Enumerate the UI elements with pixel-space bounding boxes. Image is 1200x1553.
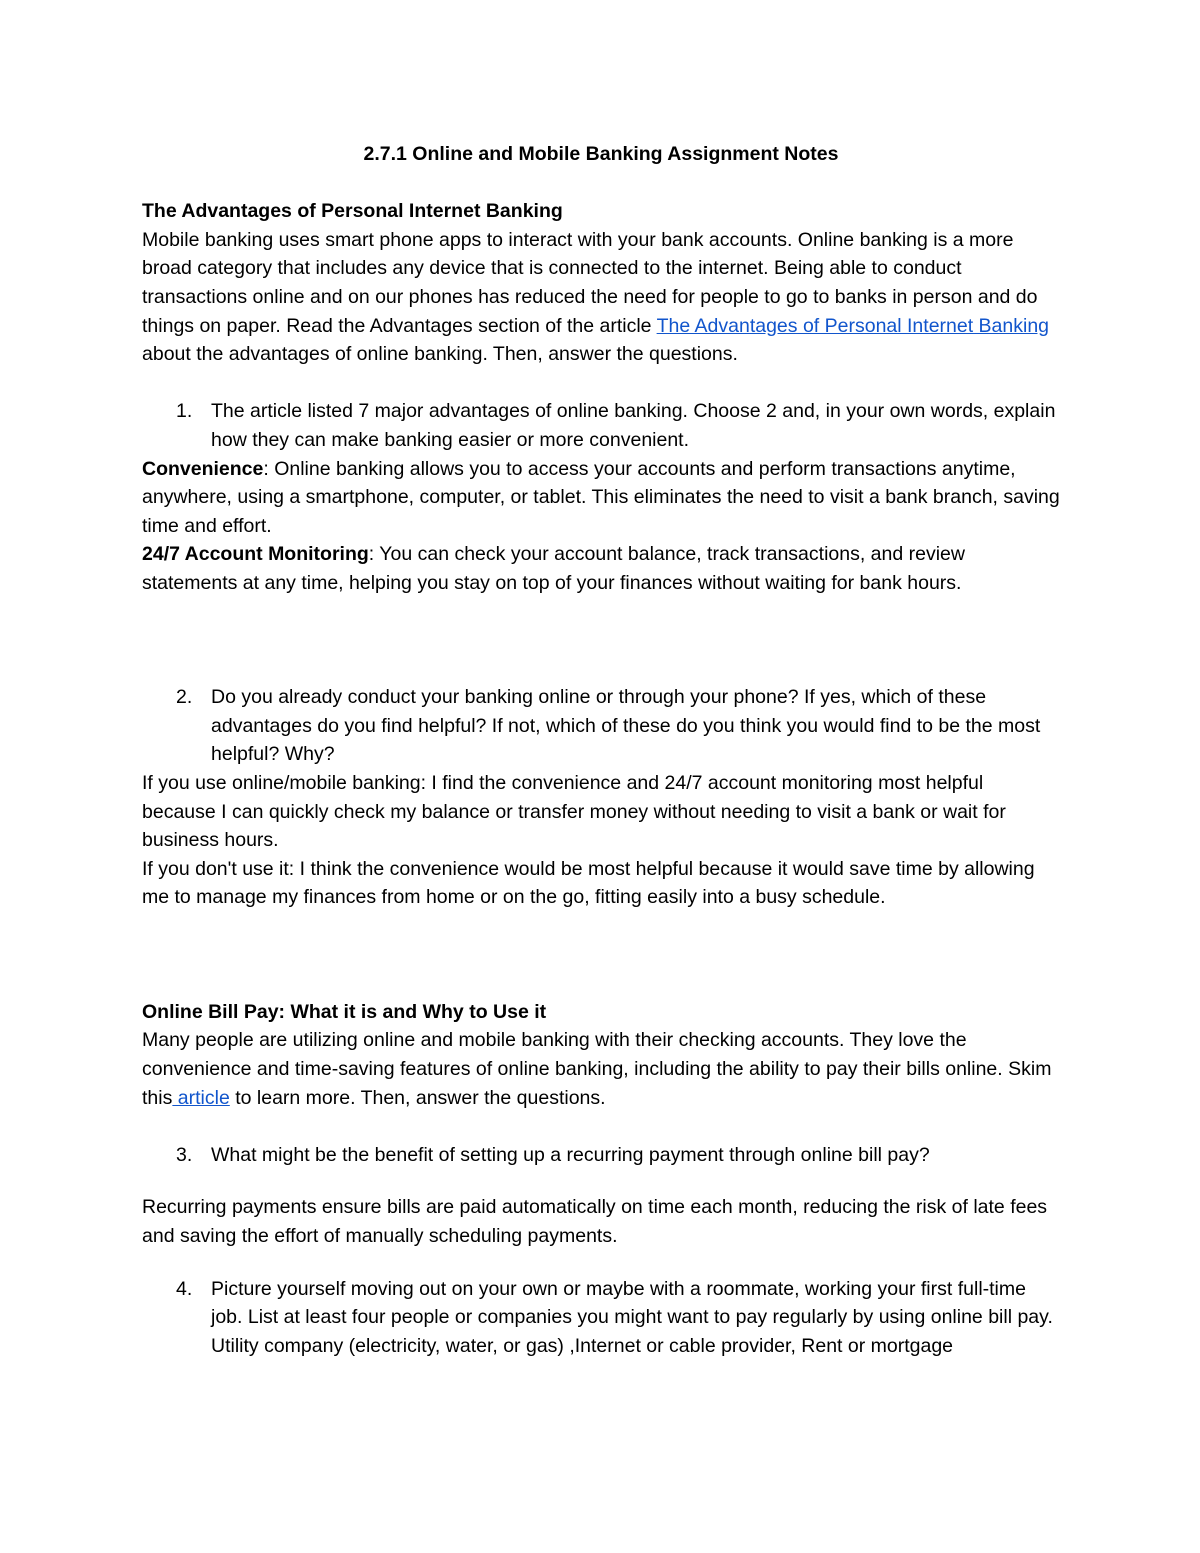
- article-link-advantages[interactable]: The Advantages of Personal Internet Banking: [656, 314, 1050, 337]
- question-number: 4.: [176, 1277, 193, 1300]
- spacer: [142, 369, 1060, 398]
- answer-text: : You can check your account balance, track transactions, and review statements at any time, helping you stay on top of your finances without waiting for bank hours.: [142, 543, 965, 594]
- spacer: [142, 655, 1060, 684]
- spacer: [142, 1251, 1060, 1275]
- question-text: Picture yourself moving out on your own or maybe with a roommate, working your first full-time job. List at least four people or companies you might want to pay regularly by using online bill pay.: [211, 1277, 1053, 1329]
- answer-3: Recurring payments ensure bills are paid automatically on time each month, reducing the risk of late fees and saving the effort of manually scheduling payments.: [142, 1196, 1048, 1247]
- intro-text: Mobile banking uses smart phone apps to interact with your bank accounts. Online banking is a more broad category that includes any device that is connected to the internet. Being able to conduct transactions online and on our phones has reduced the need for people to go to banks in person and do things on paper. Read the Advantages section of the article: [142, 228, 1038, 337]
- question-text: Do you already conduct your banking online or through your phone? If yes, which of these advantages do you find helpful? If not, which of these do you think you would find to be the most helpful? Why?: [211, 686, 1041, 766]
- question-text: What might be the benefit of setting up a recurring payment through online bill pay?: [211, 1143, 930, 1166]
- answer-text: : Online banking allows you to access your accounts and perform transactions anytime, anywhere, using a smartphone, computer, or tablet. This eliminates the need to visit a bank branch, saving time and effort.: [142, 457, 1060, 537]
- spacer: [142, 598, 1060, 627]
- answer-1-monitoring: [142, 540, 1060, 597]
- section-heading-advantages: The Advantages of Personal Internet Banking: [142, 200, 563, 223]
- spacer: [142, 626, 1060, 655]
- intro-text-continued: about the advantages of online banking. Then, answer the questions.: [142, 343, 738, 366]
- question-number: 3.: [176, 1143, 193, 1166]
- document-title: 2.7.1 Online and Mobile Banking Assignment Notes: [363, 143, 839, 165]
- answer-1-convenience: [142, 455, 1060, 541]
- section-heading-bill-pay: Online Bill Pay: What it is and Why to Use it: [142, 1000, 547, 1023]
- answer-2-no: If you don't use it: I think the convenience would be most helpful because it would save time by allowing me to manage my finances from home or on the go, fitting easily into a busy schedule.: [142, 857, 1035, 909]
- spacer: [142, 1169, 1060, 1193]
- article-link-bill-pay[interactable]: article: [172, 1086, 230, 1109]
- question-2: [142, 683, 1060, 769]
- spacer: [142, 969, 1060, 998]
- answer-label: Convenience: [142, 457, 264, 480]
- question-text: The article listed 7 major advantages of online banking. Choose 2 and, in your own words, explain how they can make banking easier or more convenient.: [211, 400, 1056, 451]
- intro-text: Many people are utilizing online and mobile banking with their checking accounts. They love the convenience and time-saving features of online banking, including the ability to pay their bills online. Skim this: [142, 1029, 1052, 1109]
- intro-text-continued: to learn more. Then, answer the questions.: [229, 1086, 606, 1109]
- spacer: [142, 912, 1060, 941]
- question-4: [142, 1275, 1060, 1361]
- section-intro-bill-pay: [142, 1026, 1060, 1112]
- spacer: [142, 941, 1060, 970]
- section-intro-advantages: [142, 226, 1060, 369]
- question-number: 2.: [176, 686, 193, 709]
- question-1: [142, 397, 1060, 454]
- spacer: [142, 1112, 1060, 1141]
- document-page: [142, 140, 1060, 1360]
- question-3: [142, 1141, 1060, 1170]
- question-number: 1.: [176, 400, 193, 423]
- answer-label: 24/7 Account Monitoring: [142, 543, 369, 566]
- answer-4: Utility company (electricity, water, or gas) ,Internet or cable provider, Rent or mortgage: [211, 1334, 954, 1357]
- answer-2-yes: If you use online/mobile banking: I find the convenience and 24/7 account monitoring most helpful because I can quickly check my balance or transfer money without needing to visit a bank or wait for business hours.: [142, 772, 1006, 852]
